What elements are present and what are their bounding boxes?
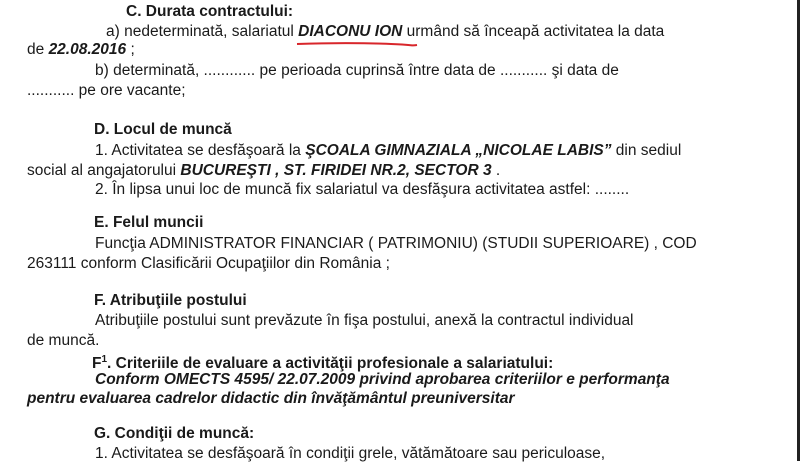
section-g-title: G. Condiţii de muncă: xyxy=(94,425,255,442)
section-d-p1-line2 xyxy=(27,161,500,181)
handwritten-underline xyxy=(296,42,418,47)
section-d-p1-line2-prefix: social al angajatorului xyxy=(27,162,181,179)
section-c-title: C. Durata contractului: xyxy=(126,3,294,20)
employer-address: BUCUREŞTI , ST. FIRIDEI NR.2, SECTOR 3 xyxy=(180,162,492,179)
section-c-b-line2: ........... pe ore vacante; xyxy=(27,82,186,99)
section-c-a-line1 xyxy=(106,22,664,42)
section-e-line1: Funcţia ADMINISTRATOR FINANCIAR ( PATRIMONIU) (STUDII SUPERIOARE) , COD xyxy=(95,235,697,252)
section-g-line1: 1. Activitatea se desfăşoară în condiţii grele, vătămătoare sau periculoase, xyxy=(95,445,606,462)
section-f1-label: F xyxy=(92,355,102,373)
section-c-a-line2 xyxy=(27,40,135,60)
section-f1-sup: 1 xyxy=(101,354,108,365)
section-e-title: E. Felul muncii xyxy=(94,214,204,231)
section-f1-title-text: . Criteriile de evaluare a activităţii profesionale a salariatului: xyxy=(107,355,554,373)
section-c-a-prefix: a) nedeterminată, salariatul xyxy=(106,23,294,40)
section-c-b-line1: b) determinată, ............ pe perioada cuprinsă între data de ........... şi data de xyxy=(95,62,619,79)
start-date: 22.08.2016 xyxy=(48,41,127,58)
section-d-p1-line1 xyxy=(95,141,681,161)
section-d-title: D. Locul de muncă xyxy=(94,121,232,138)
school-name: ŞCOALA GIMNAZIALA „NICOLAE LABIS” xyxy=(305,142,612,159)
section-d-p2: 2. În lipsa unui loc de muncă fix salariatul va desfăşura activitatea astfel: ........ xyxy=(95,181,630,198)
section-c-a-suffix: urmând să înceapă activitatea la data xyxy=(402,23,665,40)
section-d-p1-suffix: din sediul xyxy=(611,142,682,159)
section-f-line2: de muncă. xyxy=(27,332,100,349)
section-f1-line1: Conform OMECTS 4595/ 22.07.2009 privind aprobarea criteriilor e performanţa xyxy=(95,371,670,388)
section-f1-line2: pentru evaluarea cadrelor didactic din învăţământul preuniversitar xyxy=(27,390,515,407)
section-f-title: F. Atribuţiile postului xyxy=(94,292,247,309)
section-c-a-line2-prefix: de xyxy=(27,41,49,58)
section-f-line1: Atribuţiile postului sunt prevăzute în fişa postului, anexă la contractul individual xyxy=(95,312,634,329)
section-d-p1-line2-suffix: . xyxy=(491,162,501,179)
section-c-a-line2-suffix: ; xyxy=(126,41,135,58)
section-d-p1-prefix: 1. Activitatea se desfăşoară la xyxy=(95,142,306,159)
section-e-line2: 263111 conform Clasificării Ocupaţiilor din România ; xyxy=(27,255,390,272)
employee-name: DIACONU ION xyxy=(298,23,403,40)
